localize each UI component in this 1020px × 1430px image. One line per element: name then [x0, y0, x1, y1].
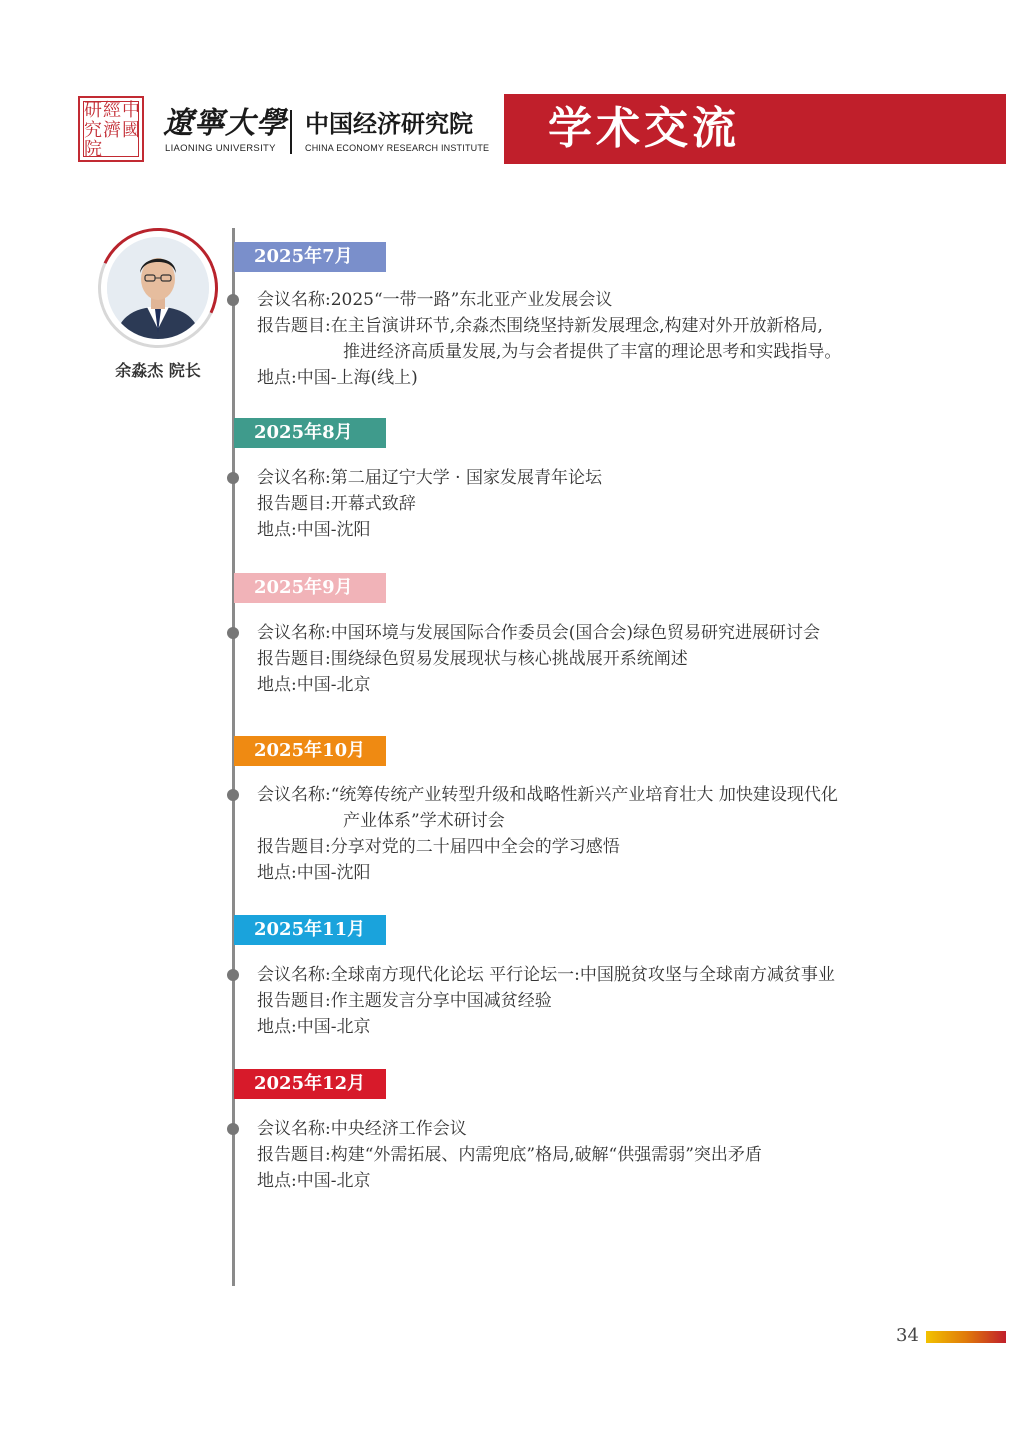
timeline-dot: [227, 1123, 239, 1135]
timeline-dot: [227, 789, 239, 801]
entry-line: 会议名称:第二届辽宁大学 · 国家发展青年论坛: [257, 468, 602, 488]
date-badge: 2025年9月: [234, 573, 386, 603]
timeline-dot: [227, 627, 239, 639]
entry-line: 会议名称:中国环境与发展国际合作委员会(国合会)绿色贸易研究进展研讨会: [257, 623, 820, 643]
entry-line: 地点:中国-沈阳: [257, 520, 371, 540]
date-badge: 2025年11月: [234, 915, 386, 945]
entry-line: 地点:中国-北京: [257, 1171, 371, 1191]
date-badge: 2025年12月: [234, 1069, 386, 1099]
institute-name: 中国经济研究院: [305, 110, 473, 138]
entry-line: 地点:中国-北京: [257, 675, 371, 695]
entry-line: 会议名称:“统筹传统产业转型升级和战略性新兴产业培育壮大 加快建设现代化: [257, 785, 838, 805]
timeline-dot: [227, 969, 239, 981]
date-badge: 2025年8月: [234, 418, 386, 448]
entry-line: 产业体系”学术研讨会: [343, 811, 505, 831]
entry-line: 报告题目:构建“外需拓展、内需兜底”格局,破解“供强需弱”突出矛盾: [257, 1145, 762, 1165]
university-name-logo: 遼寧大學: [163, 106, 287, 141]
entry-line: 会议名称:中央经济工作会议: [257, 1119, 467, 1139]
entry-line: 报告题目:作主题发言分享中国减贫经验: [257, 991, 552, 1011]
timeline-dot: [227, 472, 239, 484]
entry-line: 地点:中国-北京: [257, 1017, 371, 1037]
profile-name: 余淼杰 院长: [115, 361, 201, 380]
section-banner: [504, 94, 1006, 164]
page-number: 34: [896, 1325, 919, 1346]
section-title: 学术交流: [548, 103, 740, 154]
institute-seal-logo: [78, 96, 144, 162]
seal-char: 濟: [103, 120, 121, 141]
seal-char: 院: [84, 139, 102, 160]
seal-char: 中: [122, 100, 140, 121]
entry-line: 推进经济高质量发展,为与会者提供了丰富的理论思考和实践指导。: [343, 342, 842, 362]
entry-line: 报告题目:开幕式致辞: [257, 494, 416, 514]
seal-char: 研: [84, 100, 102, 121]
seal-char: 究: [84, 120, 102, 141]
entry-line: 地点:中国-上海(线上): [257, 368, 418, 388]
timeline-dot: [227, 294, 239, 306]
page-gradient-bar: [926, 1331, 1006, 1343]
entry-line: 报告题目:在主旨演讲环节,余淼杰围绕坚持新发展理念,构建对外开放新格局,: [257, 316, 823, 336]
date-badge: 2025年10月: [234, 736, 386, 766]
entry-line: 地点:中国-沈阳: [257, 863, 371, 883]
entry-line: 会议名称:全球南方现代化论坛 平行论坛一:中国脱贫攻坚与全球南方减贫事业: [257, 965, 835, 985]
entry-line: 报告题目:分享对党的二十届四中全会的学习感悟: [257, 837, 620, 857]
entry-line: 会议名称:2025“一带一路”东北亚产业发展会议: [257, 290, 613, 310]
institute-english-name: CHINA ECONOMY RESEARCH INSTITUTE: [305, 143, 490, 153]
avatar: [107, 237, 209, 339]
entry-line: 报告题目:围绕绿色贸易发展现状与核心挑战展开系统阐述: [257, 649, 688, 669]
university-english-name: LIAONING UNIVERSITY: [165, 143, 276, 154]
seal-char: 經: [103, 100, 121, 121]
header-divider: [290, 110, 292, 154]
seal-char: 國: [122, 120, 140, 141]
date-badge: 2025年7月: [234, 242, 386, 272]
